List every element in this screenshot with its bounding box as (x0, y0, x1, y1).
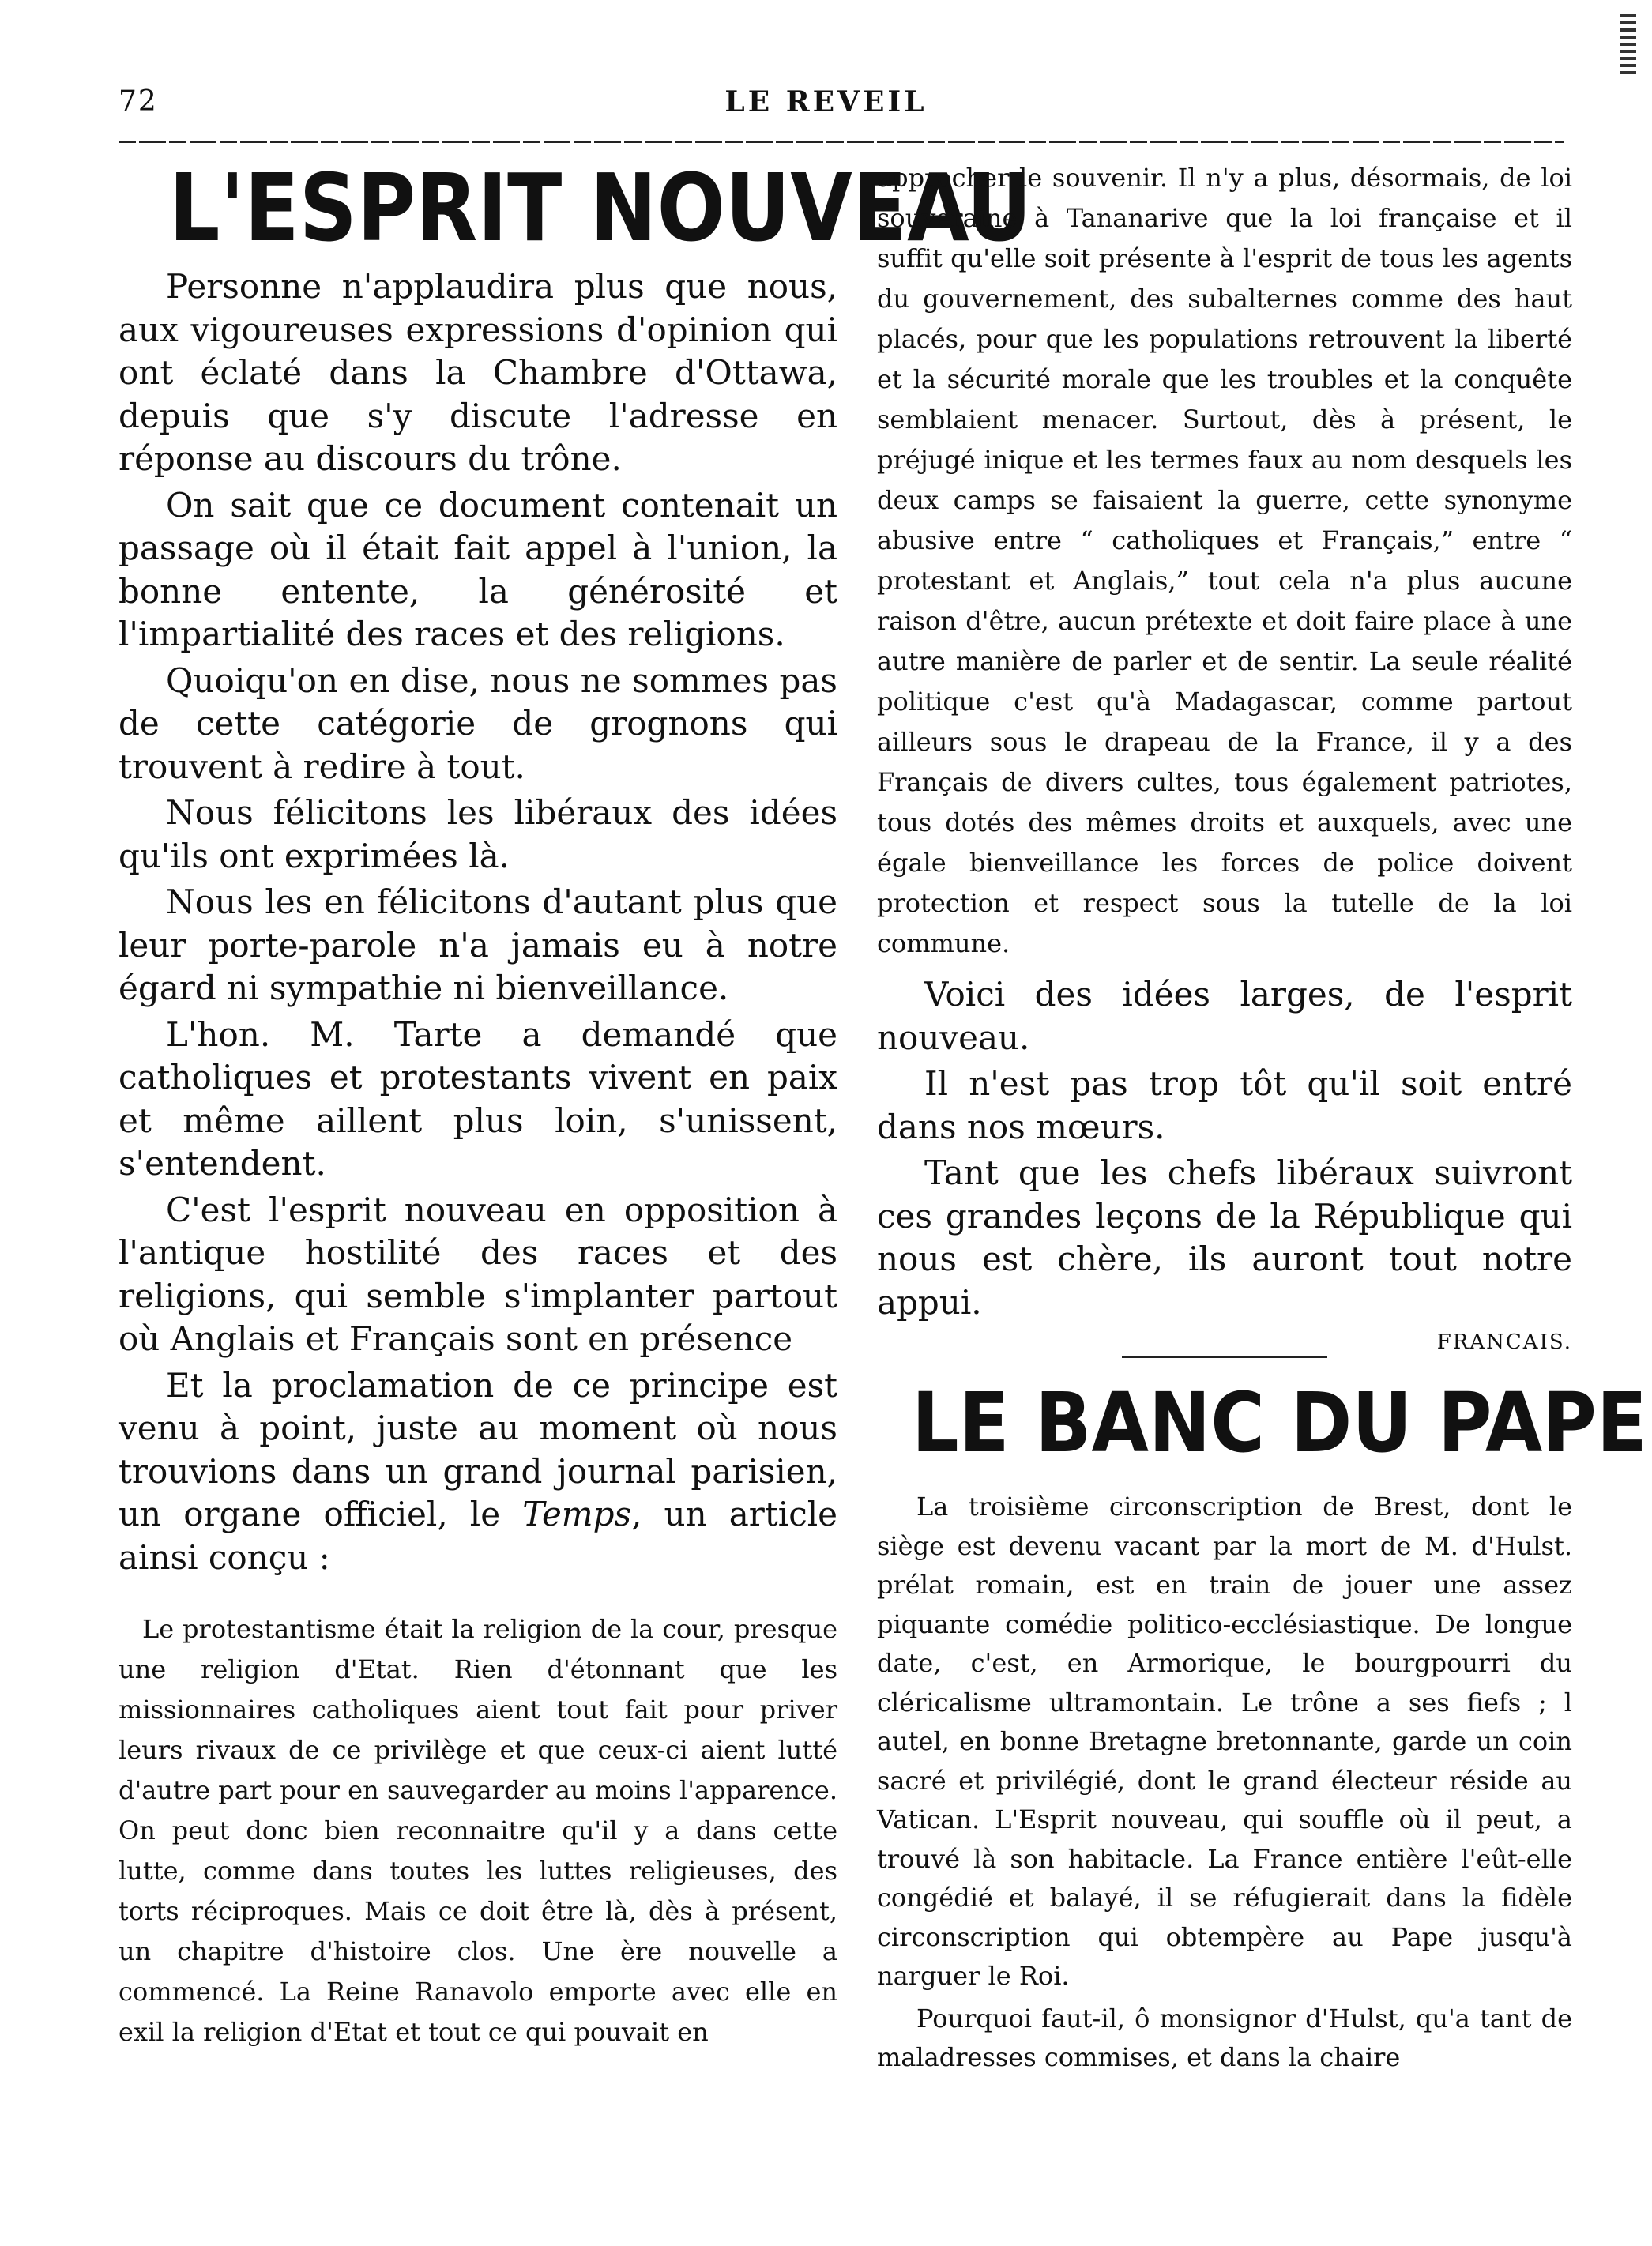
quote-paragraph: Le protestantisme était la religion de la cour, presque une religion d'Etat. Rien d'étonnant que les missionnaires catholiques aient tout fait pour priver leurs rivaux de ce privilège et que ceux-ci aient lutté d'autre part pour en sauvegarder au moins l'apparence. On peut donc bien reconnaitre qu'il y a dans cette lutte, comme dans toutes les luttes religieuses, des torts réciproques. Mais ce doit être là, dès à présent, un chapitre d'histoire clos. Une ère nouvelle a commencé. La Reine Ranavolo emporte avec elle en exil la religion d'Etat et tout ce qui pouvait en (119, 1614, 837, 2047)
quoted-article (119, 1609, 837, 2052)
paragraph: L'hon. M. Tarte a demandé que catholiques et protestants vivent en paix et même aillent plus loin, s'unissent, s'entendent. (119, 1014, 837, 1183)
quote-paragraph: approcher le souvenir. Il n'y a plus, désormais, de loi souveraine à Tananarive que la loi française et il suffit qu'elle soit présente à l'esprit de tous les agents du gouvernement, des subalternes comme des haut placés, pour que les populations retrouvent la liberté et la sécurité morale que les troubles et la conquête semblaient menacer. Surtout, dès à présent, le préjugé inique et les termes faux au nom desquels les deux camps se faisaient la guerre, cette synonyme abusive entre “ catholiques et Français,” entre “ protestant et Anglais,” tout cela n'a plus aucune raison d'être, aucun prétexte et doit faire place à une autre manière de parler et de sentir. La seule réalité politique c'est qu'à Madagascar, comme partout ailleurs sous le drapeau de la France, il y a des Français de divers cultes, tous également patriotes, tous dotés des mêmes droits et auxquels, avec une égale bienveillance les forces de police doivent protection et respect sous la tutelle de la loi commune. (877, 163, 1572, 958)
article-body-banc-du-pape (877, 1488, 1572, 2078)
page-header (0, 85, 1652, 133)
text-run: Et la proclamation de ce principe est venu à point, juste au moment où nous trouvions dans un grand journal parisien, un organe officiel, le (119, 1365, 837, 1533)
paragraph: Voici des idées larges, de l'esprit nouveau. (877, 975, 1572, 1057)
paragraph: Personne n'applaudira plus que nous, aux vigoureuses expressions d'opinion qui ont éclaté dans la Chambre d'Ottawa, depuis que s'y discute l'adresse en réponse au discours du trône. (119, 267, 837, 478)
paragraph: C'est l'esprit nouveau en opposition à l'antique hostilité des races et des religions, qui semble s'implanter partout où Anglais et Français sont en présence (119, 1190, 837, 1358)
quoted-article-continued (877, 158, 1572, 964)
left-column (119, 153, 1032, 2052)
article-divider (1122, 1356, 1327, 1358)
margin-marks (1620, 14, 1636, 77)
article-title-banc-du-pape: LE BANC DU PAPE (912, 1375, 1647, 1471)
article-closing (877, 973, 1572, 1324)
paragraph: Nous félicitons les libéraux des idées qu'ils ont exprimées là. (119, 793, 837, 875)
paragraph: Pourquoi faut-il, ô monsignor d'Hulst, qu'a tant de maladresses commises, et dans la chaire (877, 2003, 1572, 2072)
right-column (877, 158, 1647, 2081)
newspaper-name: Temps (522, 1495, 632, 1533)
paragraph: Il n'est pas trop tôt qu'il soit entré dans nos mœurs. (877, 1064, 1572, 1146)
spacer (877, 964, 1572, 973)
page-number: 72 (119, 85, 158, 118)
spacer (119, 1582, 837, 1609)
author-signature: FRANCAIS. (1436, 1330, 1572, 1354)
header-rule (119, 141, 1564, 143)
paragraph-with-italic (119, 1364, 837, 1580)
article-title-esprit-nouveau: L'ESPRIT NOUVEAU (168, 153, 1032, 262)
running-title: LE REVEIL (724, 85, 928, 119)
text-run: , un article ainsi conçu : (119, 1495, 837, 1577)
paragraph: On sait que ce document contenait un passage où il était fait appel à l'union, la bonne entente, la générosité et l'impartialité des races et des religions. (119, 485, 837, 653)
paragraph: Quoiqu'on en dise, nous ne sommes pas de cette catégorie de grognons qui trouvent à redire à tout. (119, 660, 837, 786)
paragraph: La troisième circonscription de Brest, dont le siège est devenu vacant par la mort de M. d'Hulst. prélat romain, est en train de jouer une assez piquante comédie politico-ecclésiastique. De longue date, c'est, en Armorique, le bourgpourri du cléricalisme ultramontain. Le trône a ses fiefs ; l autel, en bonne Bretagne bretonnante, garde un coin sacré et privilégié, dont le grand électeur réside au Vatican. L'Esprit nouveau, qui souffle où il peut, a trouvé là son habitacle. La France entière l'eût-elle congédié et balayé, il se réfugierait dans la fidèle circonscription qui obtempère au Pape jusqu'à narguer le Roi. (877, 1492, 1572, 1991)
paragraph: Tant que les chefs libéraux suivront ces grandes leçons de la République qui nous est chère, ils auront tout notre appui. (877, 1153, 1572, 1322)
paragraph: Nous les en félicitons d'autant plus que leur porte-parole n'a jamais eu à notre égard ni sympathie ni bienveillance. (119, 882, 837, 1007)
article-body-esprit-nouveau (119, 265, 837, 1579)
